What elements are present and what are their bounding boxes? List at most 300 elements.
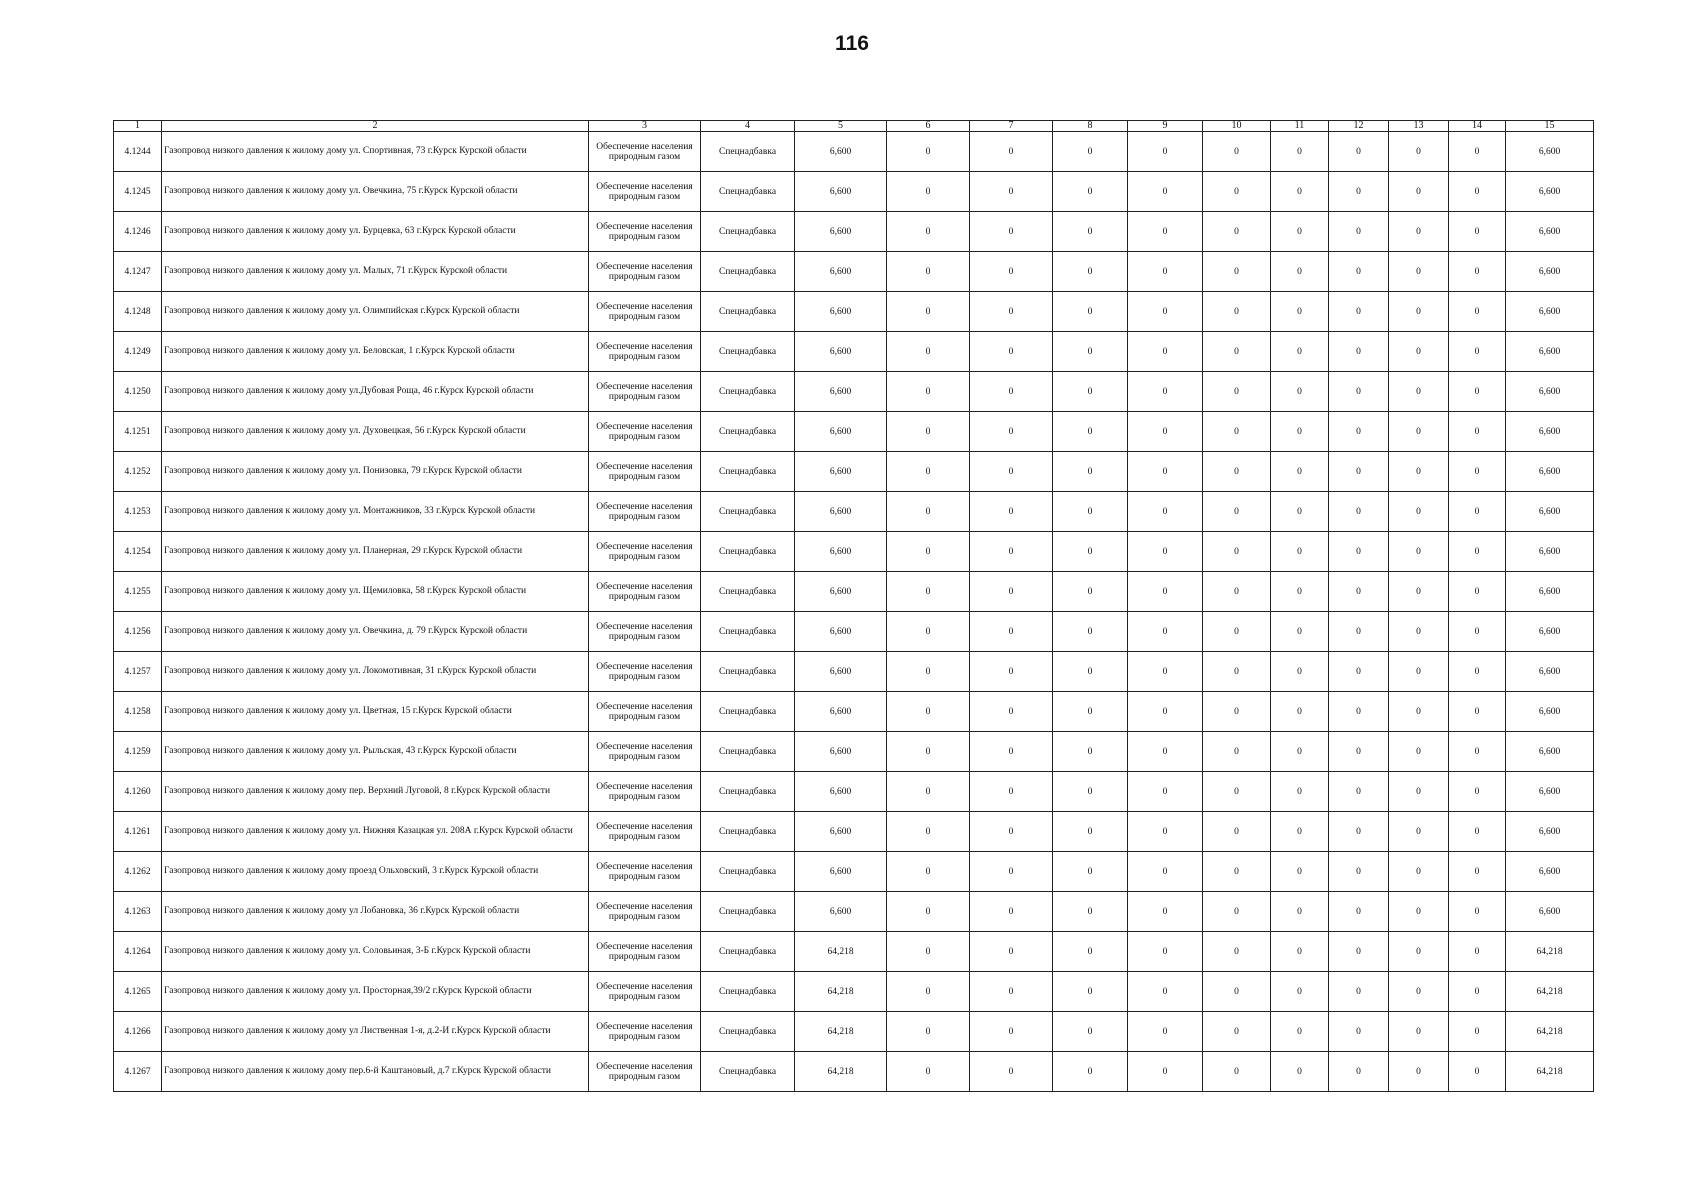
object-name-cell: Газопровод низкого давления к жилому дому ул. Духовецкая, 56 г.Курск Курской области bbox=[162, 412, 589, 452]
object-name-cell: Газопровод низкого давления к жилому дому ул. Планерная, 29 г.Курск Курской области bbox=[162, 532, 589, 572]
object-name-cell: Газопровод низкого давления к жилому дому пер.6-й Каштановый, д.7 г.Курск Курской области bbox=[162, 1052, 589, 1092]
col-12-cell: 0 bbox=[1329, 612, 1389, 652]
col-13-cell: 0 bbox=[1389, 372, 1449, 412]
col-6-cell: 0 bbox=[887, 212, 970, 252]
row-id-cell: 4.1266 bbox=[114, 1012, 162, 1052]
col-9-cell: 0 bbox=[1128, 772, 1203, 812]
col-14-cell: 0 bbox=[1449, 932, 1506, 972]
col-12-cell: 0 bbox=[1329, 652, 1389, 692]
col-8-cell: 0 bbox=[1053, 132, 1128, 172]
col-9-cell: 0 bbox=[1128, 652, 1203, 692]
col-9-cell: 0 bbox=[1128, 452, 1203, 492]
col-6-cell: 0 bbox=[887, 972, 970, 1012]
col-12-cell: 0 bbox=[1329, 692, 1389, 732]
col-8-cell: 0 bbox=[1053, 252, 1128, 292]
col-10-cell: 0 bbox=[1203, 732, 1271, 772]
col-9-cell: 0 bbox=[1128, 892, 1203, 932]
col-8-cell: 0 bbox=[1053, 212, 1128, 252]
col-14-cell: 0 bbox=[1449, 892, 1506, 932]
col-6-cell: 0 bbox=[887, 932, 970, 972]
column-header-5: 5 bbox=[795, 121, 887, 132]
col-8-cell: 0 bbox=[1053, 852, 1128, 892]
col-8-cell: 0 bbox=[1053, 692, 1128, 732]
object-name-cell: Газопровод низкого давления к жилому дому ул. Соловьиная, 3-Б г.Курск Курской области bbox=[162, 932, 589, 972]
col-7-cell: 0 bbox=[970, 172, 1053, 212]
col-13-cell: 0 bbox=[1389, 412, 1449, 452]
col-9-cell: 0 bbox=[1128, 692, 1203, 732]
col-6-cell: 0 bbox=[887, 692, 970, 732]
col-7-cell: 0 bbox=[970, 372, 1053, 412]
col-8-cell: 0 bbox=[1053, 172, 1128, 212]
col-7-cell: 0 bbox=[970, 692, 1053, 732]
col-13-cell: 0 bbox=[1389, 212, 1449, 252]
col-8-cell: 0 bbox=[1053, 532, 1128, 572]
row-id-cell: 4.1255 bbox=[114, 572, 162, 612]
row-id-cell: 4.1267 bbox=[114, 1052, 162, 1092]
col-15-cell: 6,600 bbox=[1506, 212, 1594, 252]
col-9-cell: 0 bbox=[1128, 612, 1203, 652]
col-7-cell: 0 bbox=[970, 732, 1053, 772]
funding-source-cell: Спецнадбавка bbox=[701, 652, 795, 692]
funding-source-cell: Спецнадбавка bbox=[701, 412, 795, 452]
col-9-cell: 0 bbox=[1128, 532, 1203, 572]
col-15-cell: 6,600 bbox=[1506, 892, 1594, 932]
col-9-cell: 0 bbox=[1128, 492, 1203, 532]
col-10-cell: 0 bbox=[1203, 812, 1271, 852]
col-7-cell: 0 bbox=[970, 532, 1053, 572]
object-name-cell: Газопровод низкого давления к жилому дому ул. Рыльская, 43 г.Курск Курской области bbox=[162, 732, 589, 772]
col-7-cell: 0 bbox=[970, 892, 1053, 932]
col-8-cell: 0 bbox=[1053, 572, 1128, 612]
col-8-cell: 0 bbox=[1053, 612, 1128, 652]
col-12-cell: 0 bbox=[1329, 572, 1389, 612]
col-15-cell: 6,600 bbox=[1506, 692, 1594, 732]
table-row bbox=[114, 732, 1594, 772]
object-name-cell: Газопровод низкого давления к жилому дому ул. Локомотивная, 31 г.Курск Курской области bbox=[162, 652, 589, 692]
object-name-cell: Газопровод низкого давления к жилому дому ул.Дубовая Роща, 46 г.Курск Курской области bbox=[162, 372, 589, 412]
object-name-cell: Газопровод низкого давления к жилому дому ул. Нижняя Казацкая ул. 208А г.Курск Курской области bbox=[162, 812, 589, 852]
col-9-cell: 0 bbox=[1128, 292, 1203, 332]
col-10-cell: 0 bbox=[1203, 612, 1271, 652]
col-6-cell: 0 bbox=[887, 1052, 970, 1092]
column-header-10: 10 bbox=[1203, 121, 1271, 132]
col-12-cell: 0 bbox=[1329, 892, 1389, 932]
col-6-cell: 0 bbox=[887, 412, 970, 452]
column-header-2: 2 bbox=[162, 121, 589, 132]
col-7-cell: 0 bbox=[970, 612, 1053, 652]
col-8-cell: 0 bbox=[1053, 292, 1128, 332]
object-name-cell: Газопровод низкого давления к жилому дому ул. Монтажников, 33 г.Курск Курской области bbox=[162, 492, 589, 532]
col-11-cell: 0 bbox=[1271, 732, 1329, 772]
object-name-cell: Газопровод низкого давления к жилому дому ул. Беловская, 1 г.Курск Курской области bbox=[162, 332, 589, 372]
col-13-cell: 0 bbox=[1389, 572, 1449, 612]
purpose-cell: Обеспечение населения природным газом bbox=[589, 812, 701, 852]
col-14-cell: 0 bbox=[1449, 532, 1506, 572]
funding-source-cell: Спецнадбавка bbox=[701, 452, 795, 492]
row-id-cell: 4.1262 bbox=[114, 852, 162, 892]
col-12-cell: 0 bbox=[1329, 1012, 1389, 1052]
funding-source-cell: Спецнадбавка bbox=[701, 492, 795, 532]
col-13-cell: 0 bbox=[1389, 972, 1449, 1012]
col-9-cell: 0 bbox=[1128, 172, 1203, 212]
col-6-cell: 0 bbox=[887, 652, 970, 692]
col-11-cell: 0 bbox=[1271, 772, 1329, 812]
col-15-cell: 6,600 bbox=[1506, 492, 1594, 532]
col-11-cell: 0 bbox=[1271, 572, 1329, 612]
col-8-cell: 0 bbox=[1053, 892, 1128, 932]
col-15-cell: 6,600 bbox=[1506, 412, 1594, 452]
col-9-cell: 0 bbox=[1128, 212, 1203, 252]
col-10-cell: 0 bbox=[1203, 852, 1271, 892]
col-10-cell: 0 bbox=[1203, 252, 1271, 292]
col-14-cell: 0 bbox=[1449, 212, 1506, 252]
col-9-cell: 0 bbox=[1128, 132, 1203, 172]
table-row bbox=[114, 612, 1594, 652]
col-8-cell: 0 bbox=[1053, 452, 1128, 492]
col-9-cell: 0 bbox=[1128, 372, 1203, 412]
col-5-cell: 6,600 bbox=[795, 212, 887, 252]
col-5-cell: 6,600 bbox=[795, 132, 887, 172]
funding-source-cell: Спецнадбавка bbox=[701, 332, 795, 372]
funding-source-cell: Спецнадбавка bbox=[701, 812, 795, 852]
table-row bbox=[114, 692, 1594, 732]
table-row bbox=[114, 412, 1594, 452]
table-row bbox=[114, 292, 1594, 332]
col-8-cell: 0 bbox=[1053, 972, 1128, 1012]
col-14-cell: 0 bbox=[1449, 652, 1506, 692]
purpose-cell: Обеспечение населения природным газом bbox=[589, 1052, 701, 1092]
col-8-cell: 0 bbox=[1053, 492, 1128, 532]
purpose-cell: Обеспечение населения природным газом bbox=[589, 332, 701, 372]
object-name-cell: Газопровод низкого давления к жилому дому ул. Бурцевка, 63 г.Курск Курской области bbox=[162, 212, 589, 252]
col-10-cell: 0 bbox=[1203, 172, 1271, 212]
data-table bbox=[113, 120, 1594, 1092]
col-14-cell: 0 bbox=[1449, 572, 1506, 612]
funding-source-cell: Спецнадбавка bbox=[701, 932, 795, 972]
page-number: 116 bbox=[835, 32, 869, 55]
table-row bbox=[114, 772, 1594, 812]
col-14-cell: 0 bbox=[1449, 492, 1506, 532]
col-10-cell: 0 bbox=[1203, 372, 1271, 412]
col-7-cell: 0 bbox=[970, 252, 1053, 292]
purpose-cell: Обеспечение населения природным газом bbox=[589, 972, 701, 1012]
row-id-cell: 4.1261 bbox=[114, 812, 162, 852]
col-9-cell: 0 bbox=[1128, 252, 1203, 292]
purpose-cell: Обеспечение населения природным газом bbox=[589, 652, 701, 692]
col-6-cell: 0 bbox=[887, 492, 970, 532]
col-10-cell: 0 bbox=[1203, 972, 1271, 1012]
col-9-cell: 0 bbox=[1128, 1052, 1203, 1092]
col-7-cell: 0 bbox=[970, 932, 1053, 972]
col-14-cell: 0 bbox=[1449, 452, 1506, 492]
col-6-cell: 0 bbox=[887, 852, 970, 892]
object-name-cell: Газопровод низкого давления к жилому дому ул. Овечкина, д. 79 г.Курск Курской области bbox=[162, 612, 589, 652]
col-5-cell: 6,600 bbox=[795, 292, 887, 332]
table-row bbox=[114, 1052, 1594, 1092]
col-6-cell: 0 bbox=[887, 532, 970, 572]
col-7-cell: 0 bbox=[970, 1052, 1053, 1092]
col-10-cell: 0 bbox=[1203, 332, 1271, 372]
col-7-cell: 0 bbox=[970, 812, 1053, 852]
purpose-cell: Обеспечение населения природным газом bbox=[589, 212, 701, 252]
col-14-cell: 0 bbox=[1449, 332, 1506, 372]
col-15-cell: 64,218 bbox=[1506, 932, 1594, 972]
table-row bbox=[114, 532, 1594, 572]
table-row bbox=[114, 252, 1594, 292]
col-11-cell: 0 bbox=[1271, 172, 1329, 212]
col-5-cell: 6,600 bbox=[795, 532, 887, 572]
col-10-cell: 0 bbox=[1203, 1012, 1271, 1052]
funding-source-cell: Спецнадбавка bbox=[701, 572, 795, 612]
funding-source-cell: Спецнадбавка bbox=[701, 692, 795, 732]
col-7-cell: 0 bbox=[970, 972, 1053, 1012]
col-7-cell: 0 bbox=[970, 772, 1053, 812]
col-14-cell: 0 bbox=[1449, 412, 1506, 452]
table-body bbox=[114, 132, 1594, 1092]
object-name-cell: Газопровод низкого давления к жилому дому ул. Малых, 71 г.Курск Курской области bbox=[162, 252, 589, 292]
col-5-cell: 6,600 bbox=[795, 772, 887, 812]
col-12-cell: 0 bbox=[1329, 252, 1389, 292]
col-12-cell: 0 bbox=[1329, 172, 1389, 212]
col-13-cell: 0 bbox=[1389, 932, 1449, 972]
col-9-cell: 0 bbox=[1128, 972, 1203, 1012]
col-6-cell: 0 bbox=[887, 332, 970, 372]
col-15-cell: 64,218 bbox=[1506, 972, 1594, 1012]
col-13-cell: 0 bbox=[1389, 172, 1449, 212]
col-15-cell: 6,600 bbox=[1506, 132, 1594, 172]
row-id-cell: 4.1250 bbox=[114, 372, 162, 412]
column-header-11: 11 bbox=[1271, 121, 1329, 132]
col-11-cell: 0 bbox=[1271, 932, 1329, 972]
funding-source-cell: Спецнадбавка bbox=[701, 532, 795, 572]
col-5-cell: 6,600 bbox=[795, 852, 887, 892]
row-id-cell: 4.1259 bbox=[114, 732, 162, 772]
col-15-cell: 6,600 bbox=[1506, 652, 1594, 692]
col-8-cell: 0 bbox=[1053, 812, 1128, 852]
table-row bbox=[114, 172, 1594, 212]
col-5-cell: 6,600 bbox=[795, 612, 887, 652]
col-11-cell: 0 bbox=[1271, 492, 1329, 532]
column-header-8: 8 bbox=[1053, 121, 1128, 132]
col-13-cell: 0 bbox=[1389, 812, 1449, 852]
table-row bbox=[114, 572, 1594, 612]
col-11-cell: 0 bbox=[1271, 852, 1329, 892]
col-14-cell: 0 bbox=[1449, 292, 1506, 332]
col-7-cell: 0 bbox=[970, 452, 1053, 492]
col-6-cell: 0 bbox=[887, 452, 970, 492]
col-7-cell: 0 bbox=[970, 132, 1053, 172]
col-6-cell: 0 bbox=[887, 892, 970, 932]
col-12-cell: 0 bbox=[1329, 972, 1389, 1012]
object-name-cell: Газопровод низкого давления к жилому дому пер. Верхний Луговой, 8 г.Курск Курской области bbox=[162, 772, 589, 812]
table-row bbox=[114, 1012, 1594, 1052]
col-14-cell: 0 bbox=[1449, 732, 1506, 772]
col-8-cell: 0 bbox=[1053, 332, 1128, 372]
col-9-cell: 0 bbox=[1128, 732, 1203, 772]
table-row bbox=[114, 372, 1594, 412]
col-7-cell: 0 bbox=[970, 572, 1053, 612]
purpose-cell: Обеспечение населения природным газом bbox=[589, 612, 701, 652]
col-11-cell: 0 bbox=[1271, 532, 1329, 572]
col-13-cell: 0 bbox=[1389, 732, 1449, 772]
purpose-cell: Обеспечение населения природным газом bbox=[589, 252, 701, 292]
col-5-cell: 6,600 bbox=[795, 172, 887, 212]
col-9-cell: 0 bbox=[1128, 332, 1203, 372]
column-header-14: 14 bbox=[1449, 121, 1506, 132]
col-12-cell: 0 bbox=[1329, 732, 1389, 772]
purpose-cell: Обеспечение населения природным газом bbox=[589, 172, 701, 212]
col-12-cell: 0 bbox=[1329, 332, 1389, 372]
col-7-cell: 0 bbox=[970, 292, 1053, 332]
col-12-cell: 0 bbox=[1329, 852, 1389, 892]
object-name-cell: Газопровод низкого давления к жилому дому ул. Олимпийская г.Курск Курской области bbox=[162, 292, 589, 332]
col-14-cell: 0 bbox=[1449, 692, 1506, 732]
col-15-cell: 6,600 bbox=[1506, 772, 1594, 812]
col-14-cell: 0 bbox=[1449, 612, 1506, 652]
col-11-cell: 0 bbox=[1271, 1012, 1329, 1052]
col-10-cell: 0 bbox=[1203, 452, 1271, 492]
row-id-cell: 4.1260 bbox=[114, 772, 162, 812]
col-13-cell: 0 bbox=[1389, 892, 1449, 932]
col-15-cell: 6,600 bbox=[1506, 252, 1594, 292]
column-header-7: 7 bbox=[970, 121, 1053, 132]
purpose-cell: Обеспечение населения природным газом bbox=[589, 132, 701, 172]
funding-source-cell: Спецнадбавка bbox=[701, 172, 795, 212]
col-14-cell: 0 bbox=[1449, 1052, 1506, 1092]
purpose-cell: Обеспечение населения природным газом bbox=[589, 532, 701, 572]
col-12-cell: 0 bbox=[1329, 812, 1389, 852]
col-14-cell: 0 bbox=[1449, 852, 1506, 892]
table-row bbox=[114, 812, 1594, 852]
col-13-cell: 0 bbox=[1389, 692, 1449, 732]
object-name-cell: Газопровод низкого давления к жилому дому ул Лобановка, 36 г.Курск Курской области bbox=[162, 892, 589, 932]
funding-source-cell: Спецнадбавка bbox=[701, 1012, 795, 1052]
purpose-cell: Обеспечение населения природным газом bbox=[589, 732, 701, 772]
table-row bbox=[114, 492, 1594, 532]
col-10-cell: 0 bbox=[1203, 492, 1271, 532]
object-name-cell: Газопровод низкого давления к жилому дому ул. Понизовка, 79 г.Курск Курской области bbox=[162, 452, 589, 492]
row-id-cell: 4.1263 bbox=[114, 892, 162, 932]
col-10-cell: 0 bbox=[1203, 652, 1271, 692]
col-11-cell: 0 bbox=[1271, 452, 1329, 492]
col-5-cell: 64,218 bbox=[795, 1052, 887, 1092]
column-header-6: 6 bbox=[887, 121, 970, 132]
column-header-4: 4 bbox=[701, 121, 795, 132]
col-11-cell: 0 bbox=[1271, 972, 1329, 1012]
col-6-cell: 0 bbox=[887, 572, 970, 612]
col-8-cell: 0 bbox=[1053, 1012, 1128, 1052]
row-id-cell: 4.1253 bbox=[114, 492, 162, 532]
funding-source-cell: Спецнадбавка bbox=[701, 892, 795, 932]
col-7-cell: 0 bbox=[970, 212, 1053, 252]
col-13-cell: 0 bbox=[1389, 492, 1449, 532]
col-7-cell: 0 bbox=[970, 1012, 1053, 1052]
col-10-cell: 0 bbox=[1203, 572, 1271, 612]
col-15-cell: 6,600 bbox=[1506, 852, 1594, 892]
column-header-13: 13 bbox=[1389, 121, 1449, 132]
col-15-cell: 6,600 bbox=[1506, 812, 1594, 852]
col-8-cell: 0 bbox=[1053, 372, 1128, 412]
col-11-cell: 0 bbox=[1271, 292, 1329, 332]
column-header-9: 9 bbox=[1128, 121, 1203, 132]
purpose-cell: Обеспечение населения природным газом bbox=[589, 852, 701, 892]
col-13-cell: 0 bbox=[1389, 1012, 1449, 1052]
col-13-cell: 0 bbox=[1389, 252, 1449, 292]
col-15-cell: 6,600 bbox=[1506, 452, 1594, 492]
col-12-cell: 0 bbox=[1329, 132, 1389, 172]
object-name-cell: Газопровод низкого давления к жилому дому ул. Просторная,39/2 г.Курск Курской области bbox=[162, 972, 589, 1012]
funding-source-cell: Спецнадбавка bbox=[701, 772, 795, 812]
object-name-cell: Газопровод низкого давления к жилому дому ул. Цветная, 15 г.Курск Курской области bbox=[162, 692, 589, 732]
col-13-cell: 0 bbox=[1389, 652, 1449, 692]
row-id-cell: 4.1257 bbox=[114, 652, 162, 692]
col-13-cell: 0 bbox=[1389, 612, 1449, 652]
col-5-cell: 6,600 bbox=[795, 812, 887, 852]
col-14-cell: 0 bbox=[1449, 812, 1506, 852]
col-8-cell: 0 bbox=[1053, 732, 1128, 772]
col-14-cell: 0 bbox=[1449, 132, 1506, 172]
purpose-cell: Обеспечение населения природным газом bbox=[589, 892, 701, 932]
table-row bbox=[114, 332, 1594, 372]
col-13-cell: 0 bbox=[1389, 132, 1449, 172]
col-12-cell: 0 bbox=[1329, 452, 1389, 492]
col-6-cell: 0 bbox=[887, 292, 970, 332]
col-10-cell: 0 bbox=[1203, 772, 1271, 812]
col-12-cell: 0 bbox=[1329, 772, 1389, 812]
col-10-cell: 0 bbox=[1203, 132, 1271, 172]
col-8-cell: 0 bbox=[1053, 1052, 1128, 1092]
column-header-3: 3 bbox=[589, 121, 701, 132]
col-8-cell: 0 bbox=[1053, 932, 1128, 972]
col-9-cell: 0 bbox=[1128, 812, 1203, 852]
col-10-cell: 0 bbox=[1203, 892, 1271, 932]
col-12-cell: 0 bbox=[1329, 292, 1389, 332]
table-row bbox=[114, 932, 1594, 972]
row-id-cell: 4.1265 bbox=[114, 972, 162, 1012]
funding-source-cell: Спецнадбавка bbox=[701, 212, 795, 252]
col-11-cell: 0 bbox=[1271, 1052, 1329, 1092]
col-8-cell: 0 bbox=[1053, 652, 1128, 692]
row-id-cell: 4.1249 bbox=[114, 332, 162, 372]
row-id-cell: 4.1254 bbox=[114, 532, 162, 572]
purpose-cell: Обеспечение населения природным газом bbox=[589, 692, 701, 732]
col-5-cell: 6,600 bbox=[795, 332, 887, 372]
col-5-cell: 6,600 bbox=[795, 732, 887, 772]
col-5-cell: 64,218 bbox=[795, 932, 887, 972]
col-5-cell: 64,218 bbox=[795, 972, 887, 1012]
purpose-cell: Обеспечение населения природным газом bbox=[589, 292, 701, 332]
col-9-cell: 0 bbox=[1128, 932, 1203, 972]
col-5-cell: 6,600 bbox=[795, 492, 887, 532]
col-5-cell: 6,600 bbox=[795, 372, 887, 412]
col-14-cell: 0 bbox=[1449, 372, 1506, 412]
object-name-cell: Газопровод низкого давления к жилому дому ул. Спортивная, 73 г.Курск Курской области bbox=[162, 132, 589, 172]
col-10-cell: 0 bbox=[1203, 212, 1271, 252]
col-11-cell: 0 bbox=[1271, 332, 1329, 372]
col-12-cell: 0 bbox=[1329, 532, 1389, 572]
col-14-cell: 0 bbox=[1449, 252, 1506, 292]
col-6-cell: 0 bbox=[887, 1012, 970, 1052]
funding-source-cell: Спецнадбавка bbox=[701, 292, 795, 332]
col-11-cell: 0 bbox=[1271, 612, 1329, 652]
row-id-cell: 4.1251 bbox=[114, 412, 162, 452]
data-table-container bbox=[113, 120, 1594, 1092]
col-6-cell: 0 bbox=[887, 812, 970, 852]
col-5-cell: 6,600 bbox=[795, 652, 887, 692]
row-id-cell: 4.1264 bbox=[114, 932, 162, 972]
col-15-cell: 6,600 bbox=[1506, 732, 1594, 772]
column-header-15: 15 bbox=[1506, 121, 1594, 132]
